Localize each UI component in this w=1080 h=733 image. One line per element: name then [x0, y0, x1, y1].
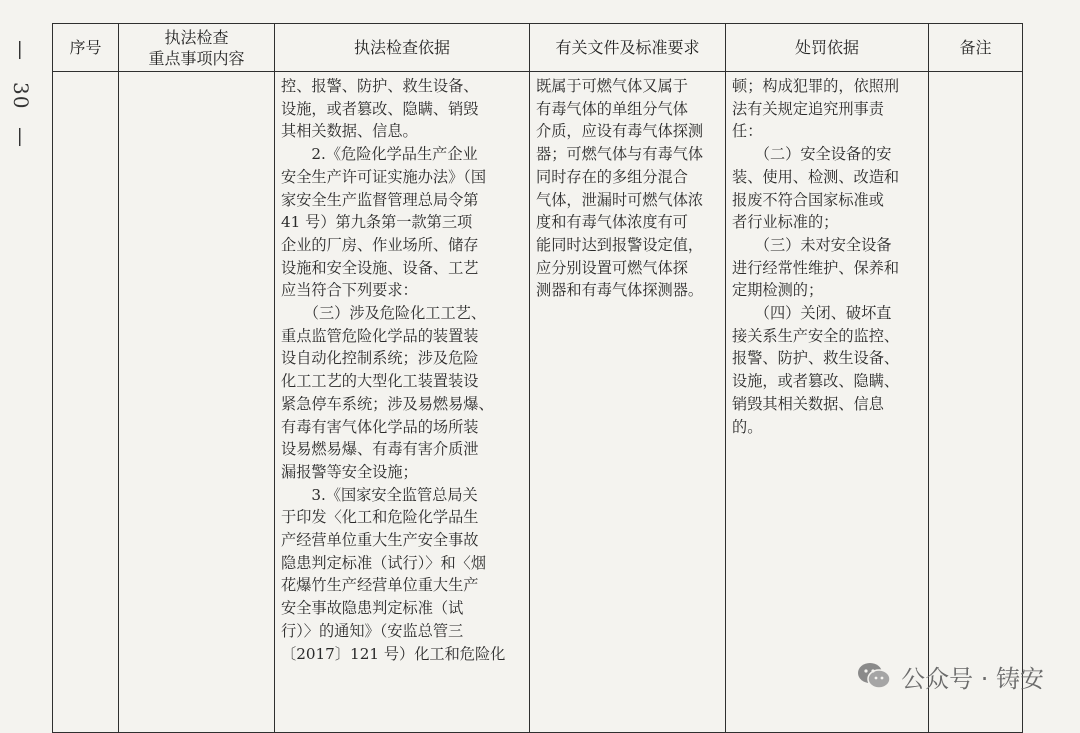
watermark-text: 公众号 · 铸安 — [901, 664, 1044, 693]
header-remarks: 备注 — [929, 24, 1023, 72]
cell-remarks — [929, 72, 1023, 733]
wechat-logo-icon — [857, 661, 891, 691]
enforcement-table — [52, 23, 1023, 733]
table-header-row — [53, 24, 1023, 72]
header-seq: 序号 — [53, 24, 119, 72]
header-item: 执法检查 重点事项内容 — [119, 24, 275, 72]
table-row — [53, 72, 1023, 733]
header-basis: 执法检查依据 — [275, 24, 530, 72]
page-number-text: 30 — [9, 82, 33, 110]
page-number — [6, 40, 36, 147]
cell-seq — [53, 72, 119, 733]
page-dash-bottom: — — [9, 127, 33, 148]
page-dash-top: — — [9, 40, 33, 60]
cell-item — [119, 72, 275, 733]
cell-basis: 控、报警、防护、救生设备、 设施，或者篡改、隐瞒、销毁 其相关数据、信息。 2.《危险化学品生产企业 安全生产许可证实施办法》（国 家安全生产监督管理总局令第 41 号）第九条第一款第三项 企业的厂房、作业场所、储存 设施和安全设施、设备、工艺 应当符合下列要求： （三）涉及危险化工工艺、 重点监管危险化学品的装置装 设自动化控制系统；涉及危险 化工工艺的大型化工装置装设 紧急停车系统；涉及易燃易爆、 有毒有害气体化学品的场所装 设易燃易爆、有毒有害介质泄 漏报警等安全设施； 3.《国家安全监管总局关 于印发〈化工和危险化学品生 产经营单位重大生产安全事故 隐患判定标准（试行）〉和〈烟 花爆竹生产经营单位重大生产 安全事故隐患判定标准（试 行）〉的通知》（安监总管三 〔2017〕121 号）化工和危险化 — [275, 72, 530, 733]
cell-standards: 既属于可燃气体又属于 有毒气体的单组分气体 介质，应设有毒气体探测 器；可燃气体与有毒气体 同时存在的多组分混合 气体，泄漏时可燃气体浓 度和有毒气体浓度有可 能同时达到报警设定值， 应分别设置可燃气体探 测器和有毒气体探测器。 — [530, 72, 726, 733]
watermark — [857, 656, 1044, 696]
header-penalty: 处罚依据 — [726, 24, 929, 72]
header-standards: 有关文件及标准要求 — [530, 24, 726, 72]
cell-penalty: 顿；构成犯罪的，依照刑 法有关规定追究刑事责 任： （二）安全设备的安 装、使用、检测、改造和 报废不符合国家标准或 者行业标准的； （三）未对安全设备 进行经常性维护、保养和 定期检测的； （四）关闭、破坏直 接关系生产安全的监控、 报警、防护、救生设备、 设施，或者篡改、隐瞒、 销毁其相关数据、信息 的。 — [726, 72, 929, 733]
